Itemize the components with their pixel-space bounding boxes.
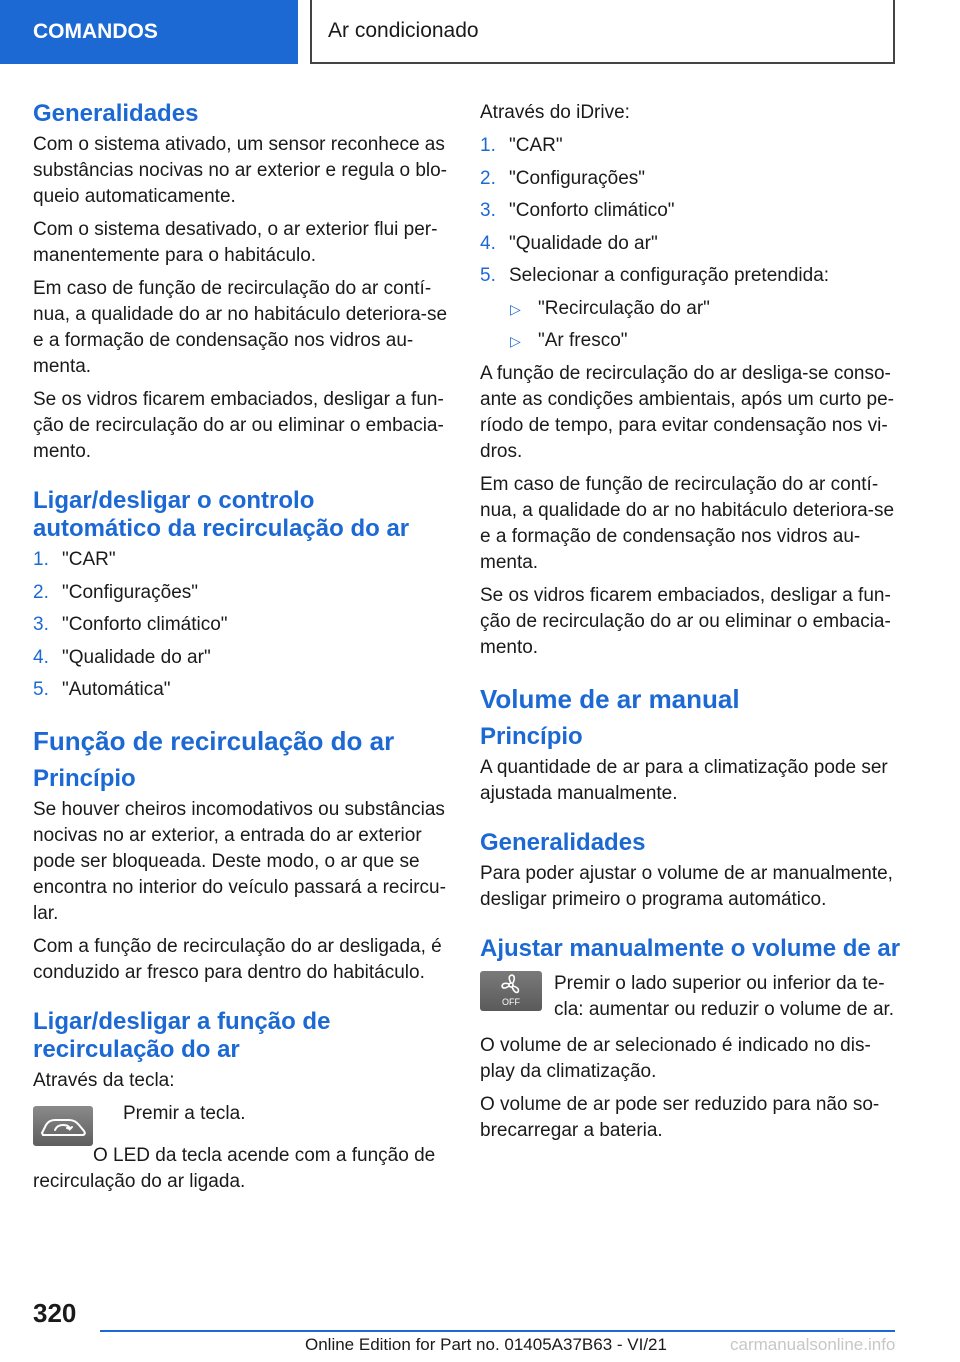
paragraph: Através do iDrive: <box>480 102 630 123</box>
list-item: 4. "Qualidade do ar" <box>33 646 211 668</box>
recirculation-button-icon <box>33 1106 93 1146</box>
paragraph: A função de recirculação do ar desliga-se conso-ante as condições ambientais, após um curto pe-ríodo de tempo, para evitar condensação nos vi-dros. <box>480 362 895 462</box>
paragraph: Se os vidros ficarem embaciados, desligar a fun-ção de recirculação do ar ou eliminar o embacia-mento. <box>33 389 444 462</box>
paragraph: Para poder ajustar o volume de ar manualmente, desligar primeiro o programa automático. <box>480 862 893 910</box>
list-item: 2. "Configurações" <box>33 581 199 603</box>
chapter-title: Ar condicionado <box>328 19 479 42</box>
page-number: 320 <box>33 1298 77 1328</box>
list-item: 1. "CAR" <box>480 135 563 156</box>
paragraph: O LED da tecla acende com a função de recirculação do ar ligada. <box>33 1145 436 1192</box>
list-item: 4. "Qualidade do ar" <box>480 232 658 254</box>
list-item: 3. "Conforto climático" <box>480 200 675 221</box>
fan-button-icon <box>480 971 542 1011</box>
paragraph: A quantidade de ar para a climatização pode ser ajustada manualmente. <box>480 756 888 804</box>
option-list <box>480 296 898 355</box>
heading-toggle-recirculation: Ligar/desligar a função de recirculação do ar <box>33 1008 331 1063</box>
heading-generalidades: Generalidades <box>33 100 199 127</box>
paragraph: Com o sistema desativado, o ar exterior flui per-manentemente para o habitáculo. <box>33 219 438 266</box>
paragraph: Se houver cheiros incomodativos ou substâncias nocivas no ar exterior, a entrada do ar exterior pode ser bloqueada. Deste modo, o ar que se encontra no interior do veículo passará a recircu-lar. <box>33 799 446 924</box>
watermark: carmanualsonline.info <box>730 1335 896 1354</box>
list-item: 5. "Automática" <box>33 679 171 700</box>
heading-principle: Princípio <box>480 722 583 750</box>
paragraph: Com a função de recirculação do ar desligada, é conduzido ar fresco para dentro do habitáculo. <box>33 936 442 983</box>
right-column <box>480 100 901 1151</box>
paragraph: Se os vidros ficarem embaciados, desligar a fun-ção de recirculação do ar ou eliminar o embacia-mento. <box>480 584 891 658</box>
heading-recirculation: Função de recirculação do ar <box>33 726 395 756</box>
paragraph: Através da tecla: <box>33 1070 175 1091</box>
idrive-steps-list <box>480 133 898 289</box>
footer-divider <box>100 1330 895 1332</box>
edition-text: Online Edition for Part no. 01405A37B63 - VI/21 <box>305 1335 667 1354</box>
heading-generalidades: Generalidades <box>480 828 646 856</box>
section-title: COMANDOS <box>33 20 158 43</box>
list-item: 3. "Conforto climático" <box>33 614 228 635</box>
triangle-right-icon: ▷ <box>510 300 521 317</box>
heading-principle: Princípio <box>33 765 136 792</box>
list-item: ▷ "Recirculação do ar" <box>480 296 898 322</box>
paragraph: Premir a tecla. <box>123 1103 246 1124</box>
paragraph: Com o sistema ativado, um sensor reconhece as substâncias nocivas no ar exterior e regula o blo-queio automaticamente. <box>33 134 448 207</box>
paragraph: Em caso de função de recirculação do ar contí-nua, a qualidade do ar no habitáculo deteriora-se e a formação de condensação nos vidros au-menta. <box>480 473 895 573</box>
fan-key-block <box>480 971 898 1023</box>
left-column <box>33 100 448 1202</box>
heading-adjust-volume: Ajustar manualmente o volume de ar <box>480 934 901 962</box>
list-item: ▷ "Ar fresco" <box>480 328 898 354</box>
heading-manual-air-volume: Volume de ar manual <box>480 683 740 714</box>
list-item: 5. Selecionar a configuração pretendida: <box>480 265 830 286</box>
section-tab <box>0 0 298 64</box>
paragraph: Premir o lado superior ou inferior da te-cla: aumentar ou reduzir o volume de ar. <box>554 972 895 1020</box>
list-item: 1. "CAR" <box>33 549 116 570</box>
auto-steps-list <box>33 547 448 703</box>
recirculation-key-block <box>33 1101 448 1143</box>
list-item: 2. "Configurações" <box>480 167 646 189</box>
heading-auto-control: Ligar/desligar o controlo automático da recirculação do ar <box>33 487 410 542</box>
paragraph: Em caso de função de recirculação do ar contí-nua, a qualidade do ar no habitáculo deteriora-se e a formação de condensação nos vidros au-menta. <box>33 278 448 377</box>
svg-text:OFF: OFF <box>502 996 520 1007</box>
chapter-header <box>310 0 895 64</box>
paragraph: O volume de ar selecionado é indicado no dis-play da climatização. <box>480 1034 871 1082</box>
triangle-right-icon: ▷ <box>510 333 521 349</box>
paragraph: O volume de ar pode ser reduzido para não so-brecarregar a bateria. <box>480 1093 880 1141</box>
